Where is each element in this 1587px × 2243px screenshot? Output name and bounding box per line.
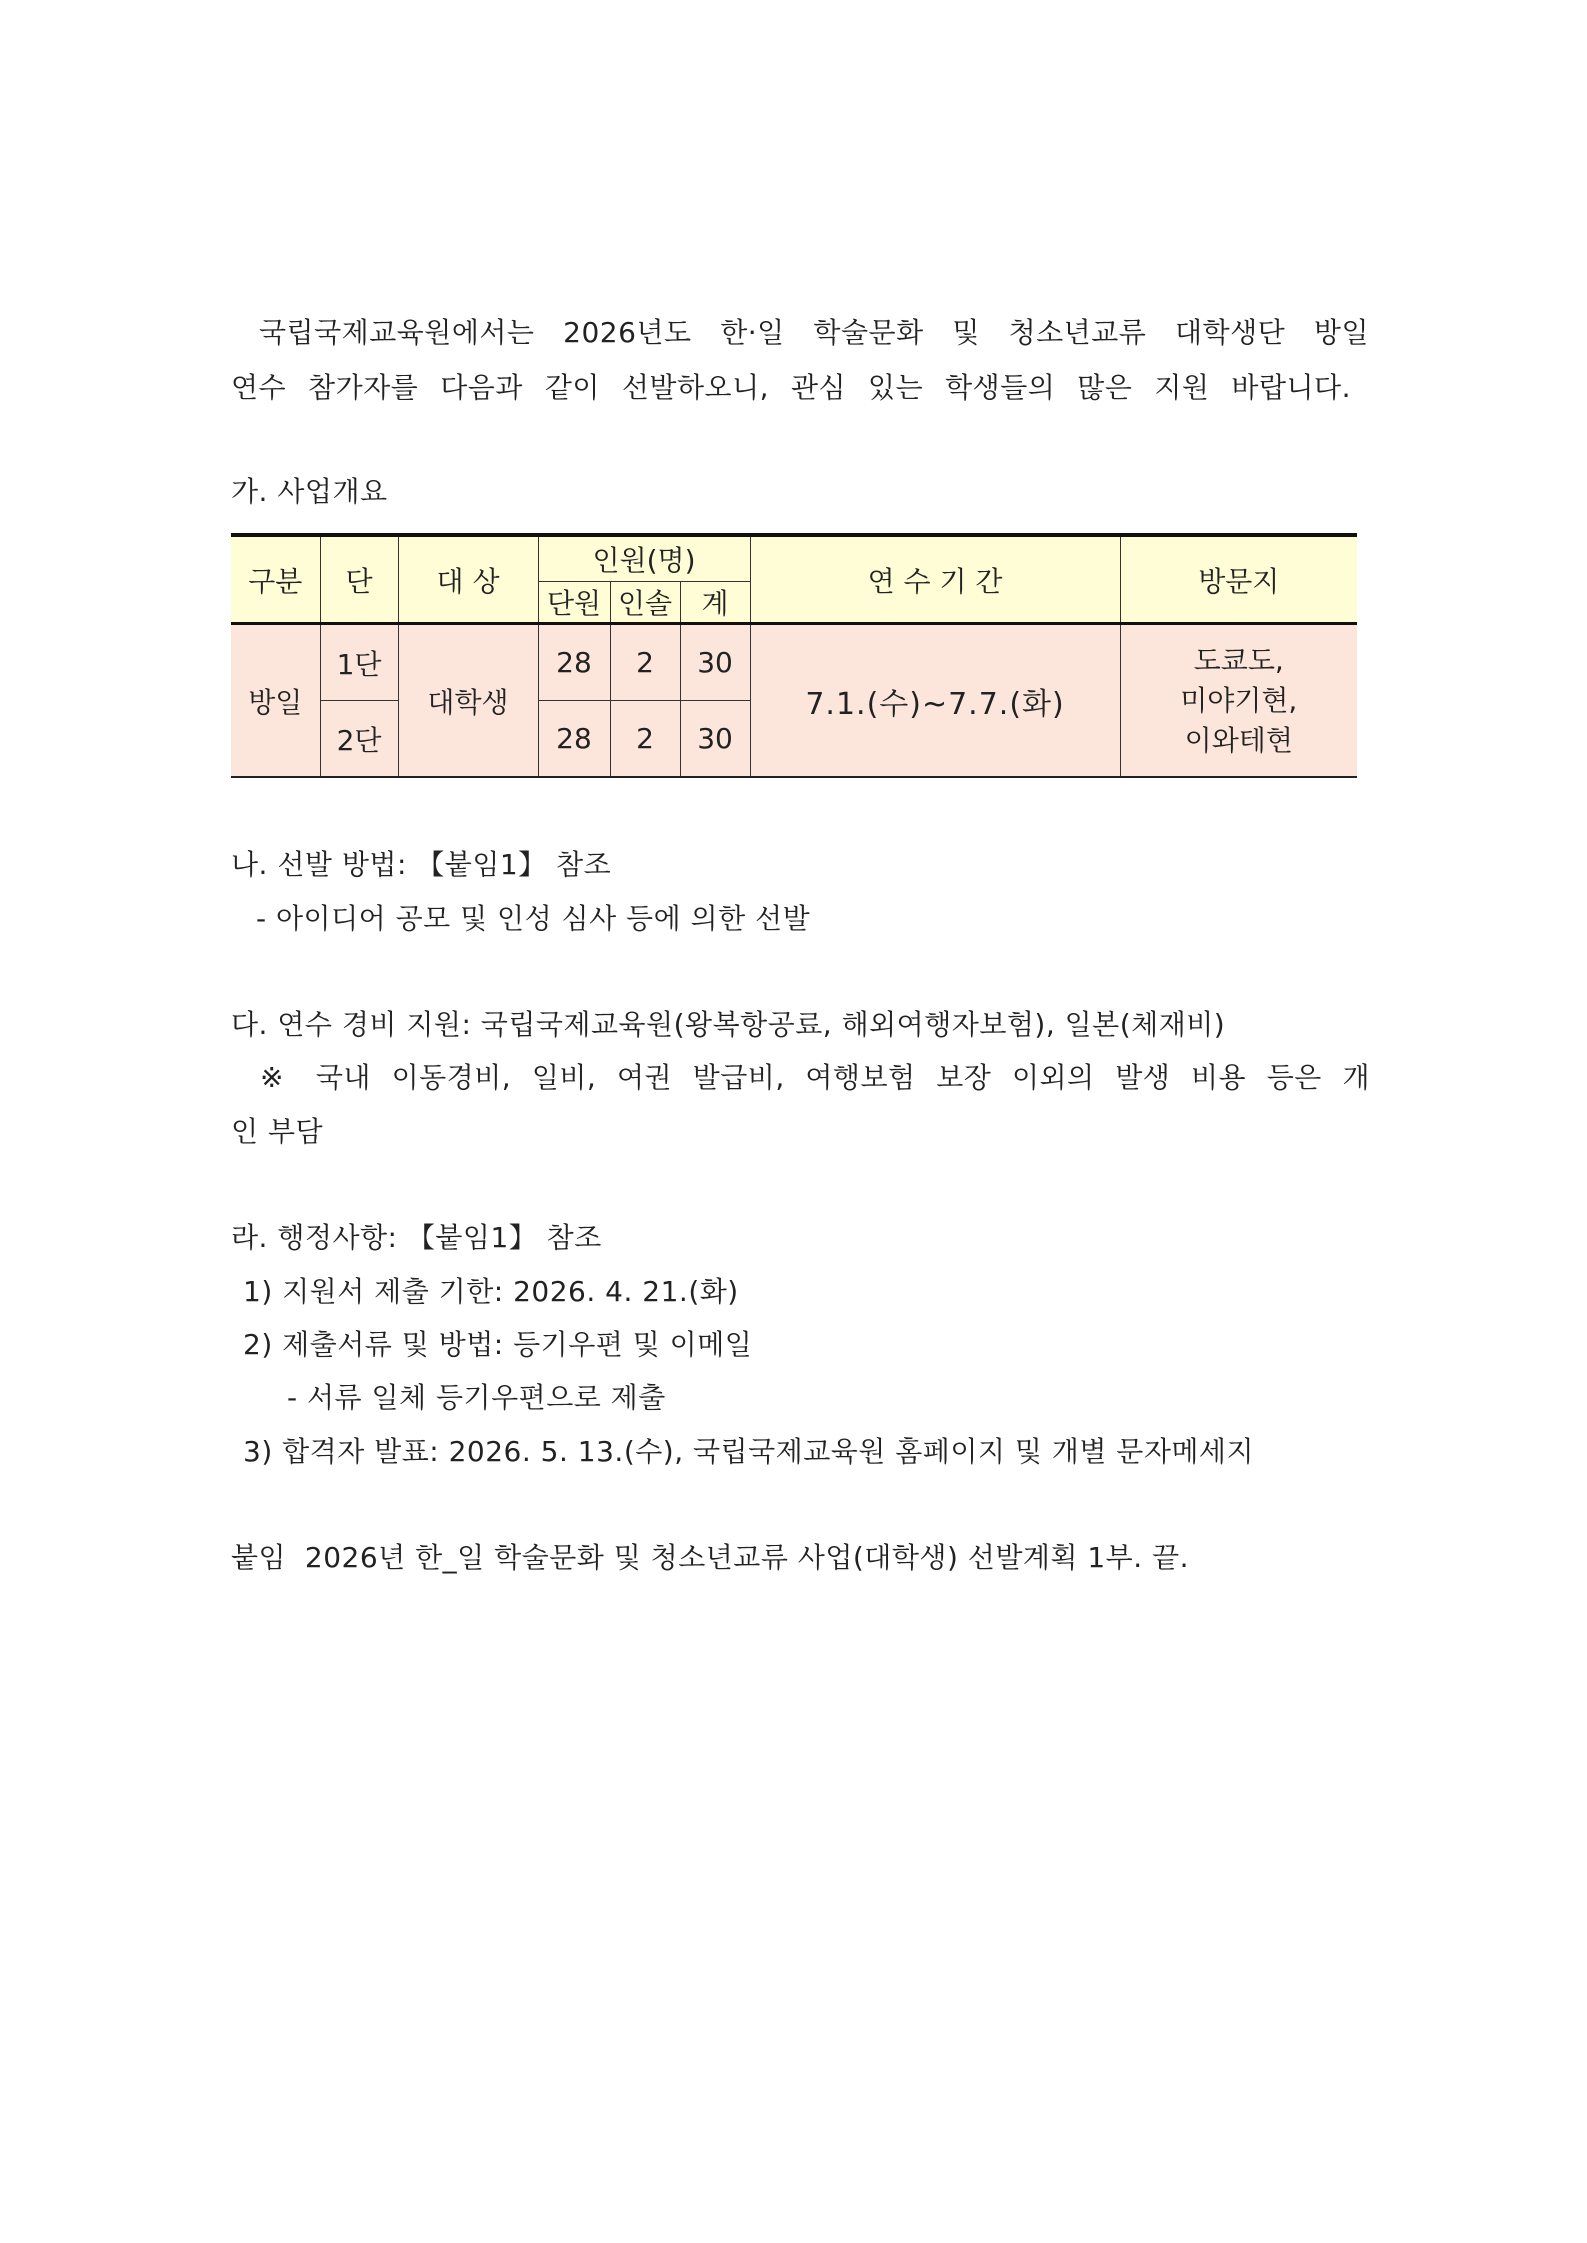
intro-line-2: 연수 참가자를 다음과 같이 선발하오니, 관심 있는 학생들의 많은 지원 바랍니다.	[231, 371, 1351, 404]
header-members: 단원	[538, 582, 610, 624]
header-period: 연 수 기 간	[750, 535, 1120, 624]
header-category: 구분	[231, 535, 320, 624]
destination-3: 이와테현	[1184, 723, 1293, 757]
section-na-title: 나. 선발 방법: 【붙임1】 참조	[231, 848, 612, 881]
destination-1: 도쿄도,	[1193, 643, 1284, 677]
section-da-title: 다. 연수 경비 지원: 국립국제교육원(왕복항공료, 해외여행자보험), 일본(체재비)	[231, 1008, 1226, 1041]
cell-team: 2단	[320, 701, 398, 778]
intro-line-1: 국립국제교육원에서는 2026년도 한·일 학술문화 및 청소년교류 대학생단 방일	[259, 316, 1369, 349]
header-target: 대 상	[398, 535, 538, 624]
cell-period: 7.1.(수)~7.7.(화)	[750, 624, 1120, 778]
cell-leaders: 2	[610, 624, 680, 701]
section-ra-item-3: 3) 합격자 발표: 2026. 5. 13.(수), 국립국제교육원 홈페이지 및 개별 문자메세지	[243, 1435, 1255, 1468]
section-ra-item-2-sub: - 서류 일체 등기우편으로 제출	[287, 1381, 666, 1414]
destination-2: 미야기현,	[1180, 683, 1298, 717]
header-team: 단	[320, 535, 398, 624]
cell-total: 30	[680, 701, 750, 778]
cell-members: 28	[538, 701, 610, 778]
attachment-line: 붙임 2026년 한_일 학술문화 및 청소년교류 사업(대학생) 선발계획 1부. 끝.	[231, 1541, 1189, 1574]
section-ga-title: 가. 사업개요	[231, 475, 388, 508]
cell-category: 방일	[231, 624, 320, 778]
header-headcount: 인원(명)	[538, 535, 750, 582]
section-ra-title: 라. 행정사항: 【붙임1】 참조	[231, 1221, 602, 1254]
section-na-item: - 아이디어 공모 및 인성 심사 등에 의한 선발	[256, 902, 811, 935]
section-da-note-1: ※ 국내 이동경비, 일비, 여권 발급비, 여행보험 보장 이외의 발생 비용 등은 개	[260, 1061, 1370, 1094]
cell-leaders: 2	[610, 701, 680, 778]
table-row	[231, 624, 1357, 701]
header-destination: 방문지	[1120, 535, 1357, 624]
cell-members: 28	[538, 624, 610, 701]
cell-destination	[1120, 624, 1357, 778]
cell-total: 30	[680, 624, 750, 701]
program-overview-table	[231, 533, 1357, 778]
section-da-note-2: 인 부담	[231, 1115, 324, 1148]
cell-target: 대학생	[398, 624, 538, 778]
section-ra-item-1: 1) 지원서 제출 기한: 2026. 4. 21.(화)	[243, 1275, 739, 1308]
section-ra-item-2: 2) 제출서류 및 방법: 등기우편 및 이메일	[243, 1328, 753, 1361]
cell-team: 1단	[320, 624, 398, 701]
header-leaders: 인솔	[610, 582, 680, 624]
header-total: 계	[680, 582, 750, 624]
